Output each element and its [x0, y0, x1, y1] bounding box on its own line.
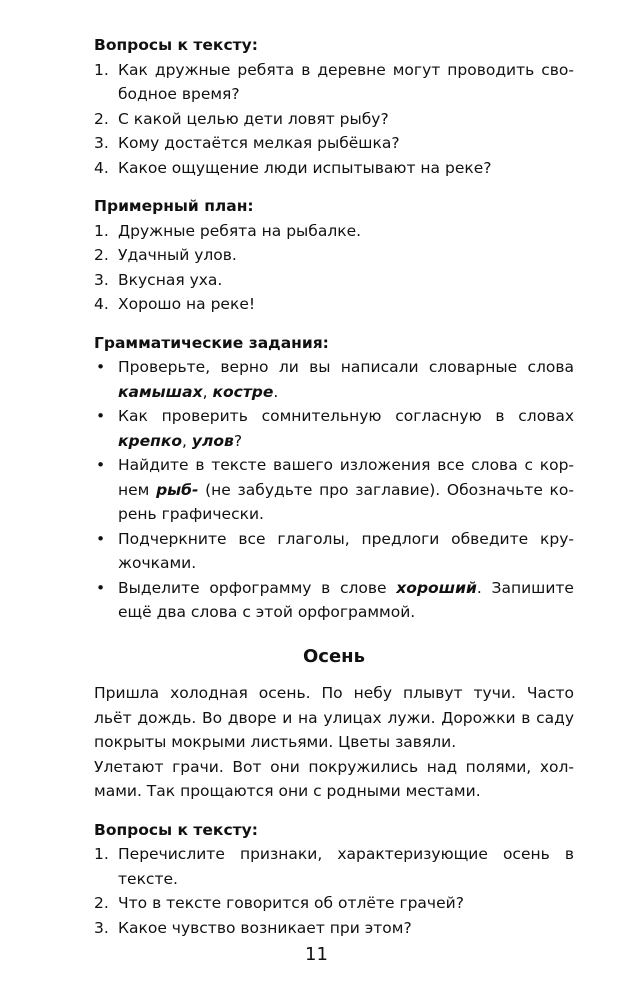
list-item: 3. Какое чувство возникает при этом? — [94, 918, 412, 937]
questions-heading: Вопросы к тексту: — [94, 36, 258, 54]
grammar-list — [94, 355, 574, 625]
list-item: 1. Как дружные ребята в деревне могут проводить сво-бодное время? — [94, 60, 574, 103]
list-item: • Проверьте, верно ли вы написали словарные слова камышах, костре. — [96, 358, 574, 401]
story-paragraph: Улетают грачи. Вот они покружились над полями, хол-мами. Так прощаются они с родными местами. — [94, 757, 574, 800]
list-item: 4. Какое ощущение люди испытывают на реке? — [94, 158, 492, 177]
story-title: Осень — [303, 645, 365, 667]
list-item: • Найдите в тексте вашего изложения все слова с кор-нем рыб- (не забудьте про заглавие). Обозначьте ко-рень графически. — [96, 456, 574, 523]
list-item: 2. Удачный улов. — [94, 246, 237, 264]
list-item: 4. Хорошо на реке! — [94, 295, 256, 313]
list-item: 3. Вкусная уха. — [94, 270, 223, 289]
list-item: • Как проверить сомнительную согласную в словах крепко, улов? — [96, 407, 574, 450]
list-item: 1. Перечислите признаки, характеризующие осень в тексте. — [94, 845, 574, 888]
list-item: • Подчеркните все глаголы, предлоги обведите кру-жочками. — [96, 529, 574, 572]
list-item: 2. Что в тексте говорится об отлёте грачей? — [94, 894, 464, 912]
questions-list — [94, 842, 574, 940]
page-number: 11 — [305, 944, 328, 965]
list-item: 1. Дружные ребята на рыбалке. — [94, 221, 362, 240]
questions-list — [94, 58, 574, 181]
story-paragraph: Пришла холодная осень. По небу плывут тучи. Часто льёт дождь. Во дворе и на улицах лужи. Дорожки в саду покрыты мокрыми листьями. Цветы завяли. — [94, 684, 574, 751]
plan-heading: Примерный план: — [94, 197, 254, 215]
page-content — [94, 33, 574, 940]
grammar-heading: Грамматические задания: — [94, 333, 329, 352]
plan-list — [94, 219, 574, 317]
questions-heading: Вопросы к тексту: — [94, 820, 258, 839]
list-item: 3. Кому достаётся мелкая рыбёшка? — [94, 134, 400, 152]
list-item: 2. С какой целью дети ловят рыбу? — [94, 109, 389, 128]
list-item: • Выделите орфограмму в слове хороший. Запишите ещё два слова с этой орфограммой. — [96, 578, 574, 621]
